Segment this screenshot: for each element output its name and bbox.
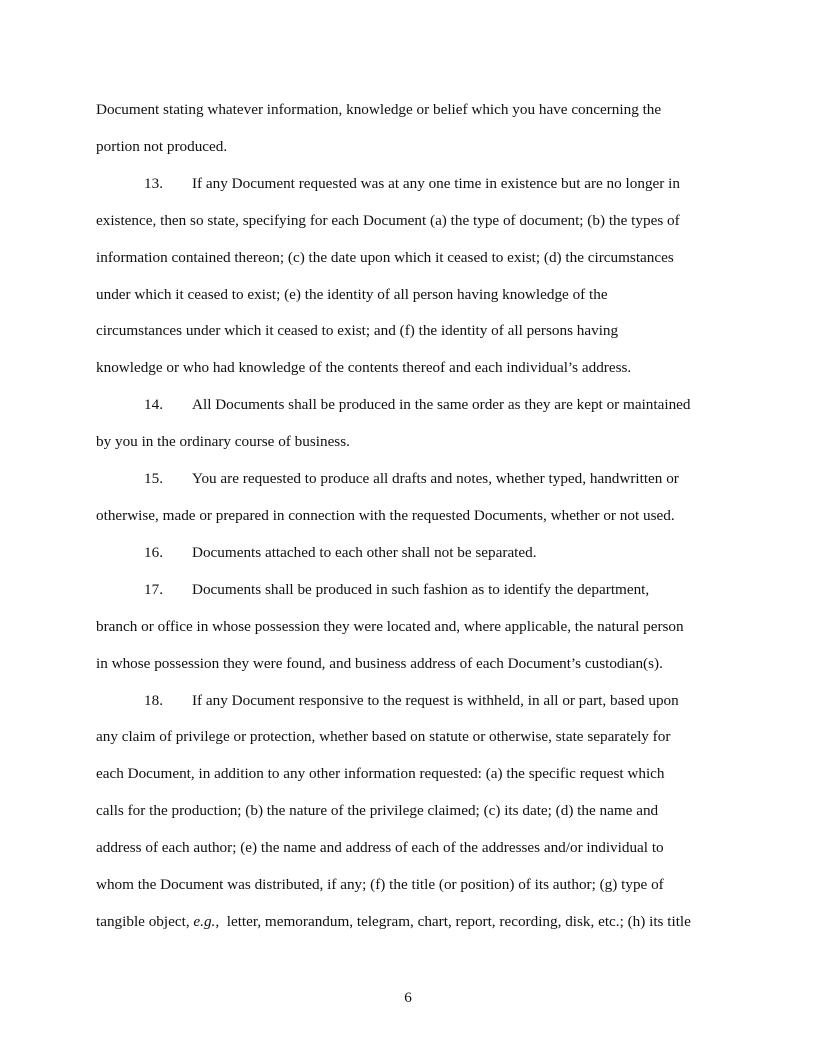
paragraph-line: circumstances under which it ceased to exist; and (f) the identity of all persons having xyxy=(96,322,619,340)
paragraph-line: each Document, in addition to any other information requested: (a) the specific request which xyxy=(96,765,665,783)
paragraph-15 xyxy=(96,461,720,535)
paragraph-13 xyxy=(96,166,720,387)
paragraph-first-line: Documents shall be produced in such fashion as to identify the department, xyxy=(192,580,650,598)
paragraph-18 xyxy=(96,683,720,941)
paragraph-line: any claim of privilege or protection, whether based on statute or otherwise, state separately for xyxy=(96,728,671,746)
paragraph-first-line: If any Document responsive to the request is withheld, in all or part, based upon xyxy=(192,691,679,709)
paragraph-number: 13. xyxy=(144,174,163,192)
paragraph-line: calls for the production; (b) the nature of the privilege claimed; (c) its date; (d) the name and xyxy=(96,802,659,820)
paragraph-16 xyxy=(96,535,720,572)
paragraph-first-line: All Documents shall be produced in the same order as they are kept or maintained xyxy=(192,396,691,414)
paragraph-number: 18. xyxy=(144,691,163,709)
continuation-line: portion not produced. xyxy=(96,137,228,155)
paragraph-first-line: You are requested to produce all drafts and notes, whether typed, handwritten or xyxy=(192,470,679,488)
paragraph-line: by you in the ordinary course of business. xyxy=(96,433,350,451)
paragraph-line: information contained thereon; (c) the date upon which it ceased to exist; (d) the circumstances xyxy=(96,248,674,266)
paragraph-line: whom the Document was distributed, if any; (f) the title (or position) of its author; (g) type of xyxy=(96,876,664,894)
paragraph-number: 17. xyxy=(144,580,163,598)
paragraph-first-line: If any Document requested was at any one time in existence but are no longer in xyxy=(192,174,680,192)
paragraph-number: 14. xyxy=(144,396,163,414)
paragraph-number: 15. xyxy=(144,470,163,488)
paragraph-line: existence, then so state, specifying for each Document (a) the type of document; (b) the types of xyxy=(96,211,680,229)
paragraph-line: otherwise, made or prepared in connection with the requested Documents, whether or not used. xyxy=(96,506,675,524)
paragraph-line: under which it ceased to exist; (e) the identity of all person having knowledge of the xyxy=(96,285,608,303)
paragraph-line: address of each author; (e) the name and address of each of the addresses and/or individual to xyxy=(96,839,664,857)
paragraph-line: knowledge or who had knowledge of the contents thereof and each individual’s address. xyxy=(96,359,632,377)
paragraph-number: 16. xyxy=(144,543,163,561)
paragraph-17 xyxy=(96,572,720,683)
paragraph-line: in whose possession they were found, and business address of each Document’s custodian(s). xyxy=(96,654,663,672)
page-number: 6 xyxy=(404,989,412,1006)
paragraph-14 xyxy=(96,387,720,461)
paragraph-first-line: Documents attached to each other shall not be separated. xyxy=(192,543,537,561)
paragraph-line: branch or office in whose possession they were located and, where applicable, the natural person xyxy=(96,617,684,635)
italic-abbreviation: e.g., xyxy=(193,912,220,930)
continuation-line: Document stating whatever information, knowledge or belief which you have concerning the xyxy=(96,101,662,118)
document-body xyxy=(96,92,720,941)
text-segment: tangible object, xyxy=(96,912,190,930)
text-segment: letter, memorandum, telegram, chart, report, recording, disk, etc.; (h) its title xyxy=(226,912,691,930)
paragraph-last-line xyxy=(96,904,720,941)
